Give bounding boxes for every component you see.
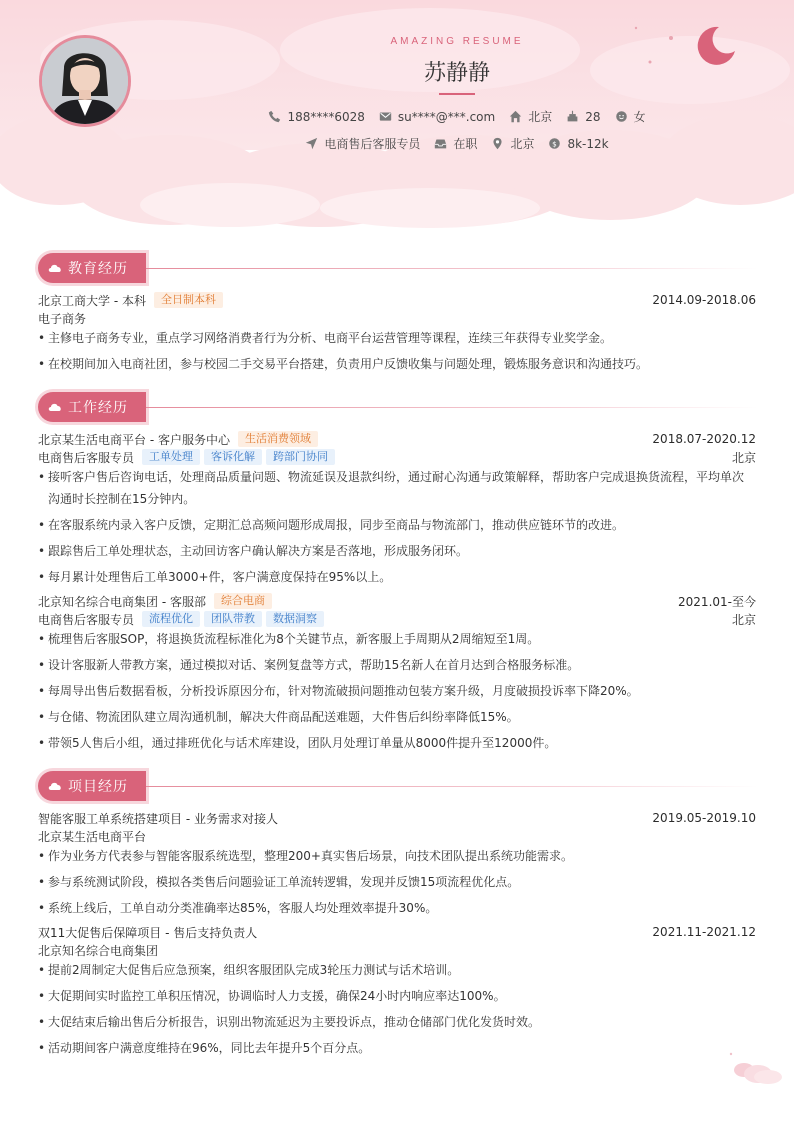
cloud-icon [48, 781, 62, 791]
job-bullet: • 在客服系统内录入客户反馈，定期汇总高频问题形成周报，同步至商品与物流部门，推动供应链环节的改进。 [38, 514, 756, 536]
send-icon [305, 137, 318, 150]
job-bullet: • 设计客服新人带教方案，通过模拟对话、案例复盘等方式，帮助15名新人在首月达到合格服务标准。 [38, 654, 756, 676]
cake-icon [566, 110, 579, 123]
project-bullet: • 大促结束后输出售后分析报告，识别出物流延迟为主要投诉点，推动仓储部门优化发货时效。 [38, 1011, 756, 1033]
target-city-text: 北京 [510, 137, 535, 151]
education-bullet: • 在校期间加入电商社团，参与校园二手交易平台搭建，负责用户反馈收集与问题处理，锻炼服务意识和沟通技巧。 [38, 353, 756, 375]
education-entry-header [38, 291, 756, 309]
section-title: 教育经历 [68, 261, 128, 277]
project-org-row [38, 941, 756, 959]
job-bullet: • 跟踪售后工单处理状态，主动回访客户确认解决方案是否落地，形成服务闭环。 [38, 540, 756, 562]
project-org-row [38, 827, 756, 845]
education-section-pill [38, 253, 146, 283]
info-gender [615, 108, 646, 125]
cloud-icon [48, 402, 62, 412]
info-salary [548, 135, 608, 152]
info-target-position [305, 135, 420, 152]
skill-tag: 数据洞察 [266, 611, 324, 627]
project-date: 2019.05-2019.10 [652, 811, 756, 825]
skill-tag: 工单处理 [142, 449, 200, 465]
info-phone [268, 108, 364, 125]
job-bullet: • 接听客户售后咨询电话，处理商品质量问题、物流延误及退款纠纷，通过耐心沟通与政策解释，帮助客户完成退换货流程，平均单次 [38, 466, 756, 488]
job-bullet-continuation: 沟通时长控制在15分钟内。 [48, 492, 196, 506]
decorative-cloud-icon [728, 1052, 784, 1086]
job-header [38, 592, 756, 610]
job-header [38, 430, 756, 448]
mail-icon [379, 110, 392, 123]
project-bullet: • 提前2周制定大促售后应急预案，组织客服团队完成3轮压力测试与话术培训。 [38, 959, 756, 981]
job-date: 2018.07-2020.12 [652, 432, 756, 446]
job-bullet: • 每月累计处理售后工单3000+件，客户满意度保持在95%以上。 [38, 566, 756, 588]
section-divider [146, 268, 758, 269]
project-bullet: • 大促期间实时监控工单积压情况，协调临时人力支援，确保24小时内响应率达100%。 [38, 985, 756, 1007]
education-date: 2014.09-2018.06 [652, 293, 756, 307]
project-section-pill [38, 771, 146, 801]
target-position-text: 电商售后客服专员 [324, 137, 421, 151]
basic-info-row [0, 108, 794, 125]
job-city: 北京 [731, 450, 756, 465]
home-icon [509, 110, 522, 123]
project-section-header [38, 771, 758, 801]
industry-tag: 综合电商 [214, 593, 272, 609]
job-bullet: • 与仓储、物流团队建立周沟通机制，解决大件商品配送难题，大件售后纠纷率降低15%。 [38, 706, 756, 728]
age-text: 28 [585, 109, 601, 124]
status-text: 在职 [453, 137, 478, 151]
education-section-header [38, 253, 758, 283]
candidate-name: 苏静静 [423, 61, 490, 86]
education-bullet: • 主修电子商务专业，重点学习网络消费者行为分析、电商平台运营管理等课程，连续三年获得专业奖学金。 [38, 327, 756, 349]
job-city: 北京 [731, 612, 756, 627]
money-icon [548, 137, 561, 150]
skill-tag: 跨部门协同 [266, 449, 335, 465]
salary-text: 8k-12k [567, 136, 609, 151]
smile-icon [615, 110, 628, 123]
job-date: 2021.01-至今 [678, 594, 756, 609]
info-target-city [491, 135, 534, 152]
info-status [434, 135, 477, 152]
email-text: su****@***.com [397, 109, 496, 124]
city-text: 北京 [528, 110, 553, 124]
resume-header [0, 0, 794, 235]
job-position-row [38, 610, 756, 628]
project-bullet: • 系统上线后，工单自动分类准确率达85%，客服人均处理效率提升30%。 [38, 897, 756, 919]
svg-text:$: $ [552, 139, 558, 149]
project-bullet: • 活动期间客户满意度维持在96%，同比去年提升5个百分点。 [38, 1037, 756, 1059]
name-underline [439, 93, 475, 95]
phone-icon [268, 110, 281, 123]
project-org: 北京知名综合电商集团 [38, 943, 159, 958]
phone-text: 188****6028 [287, 109, 365, 124]
position-name: 电商售后客服专员 [38, 450, 135, 465]
brand-tagline: AMAZING RESUME [390, 36, 524, 47]
company-name: 北京某生活电商平台 - 客户服务中心 [38, 432, 230, 447]
project-header [38, 809, 756, 827]
skill-tag: 客诉化解 [204, 449, 262, 465]
industry-tag: 生活消费领域 [238, 431, 318, 447]
section-divider [146, 786, 758, 787]
job-position-row [38, 448, 756, 466]
work-section-header [38, 392, 758, 422]
inbox-icon [434, 137, 447, 150]
job-intention-row [0, 135, 794, 152]
info-city [509, 108, 552, 125]
project-name: 双11大促售后保障项目 - 售后支持负责人 [38, 925, 258, 940]
project-bullet: • 参与系统测试阶段，模拟各类售后问题验证工单流转逻辑，发现并反馈15项流程优化点。 [38, 871, 756, 893]
job-bullet: • 每周导出售后数据看板，分析投诉原因分布，针对物流破损问题推动包装方案升级，月度破损投诉率下降20%。 [38, 680, 756, 702]
project-bullet: • 作为业务方代表参与智能客服系统选型，整理200+真实售后场景，向技术团队提出系统功能需求。 [38, 845, 756, 867]
gender-text: 女 [633, 110, 646, 124]
section-title: 项目经历 [68, 779, 128, 795]
company-name: 北京知名综合电商集团 - 客服部 [38, 594, 206, 609]
project-header [38, 923, 756, 941]
project-name: 智能客服工单系统搭建项目 - 业务需求对接人 [38, 811, 278, 826]
info-age [566, 108, 600, 125]
job-bullet: • 带领5人售后小组，通过排班优化与话术库建设，团队月处理订单量从8000件提升至12000件。 [38, 732, 756, 754]
degree-tag: 全日制本科 [154, 292, 223, 308]
education-major-row [38, 309, 756, 327]
school-name: 北京工商大学 - 本科 [38, 293, 146, 308]
work-section-pill [38, 392, 146, 422]
section-divider [146, 407, 758, 408]
project-date: 2021.11-2021.12 [652, 925, 756, 939]
cloud-icon [48, 263, 62, 273]
position-name: 电商售后客服专员 [38, 612, 135, 627]
section-title: 工作经历 [68, 400, 128, 416]
skill-tag: 团队带教 [204, 611, 262, 627]
major-name: 电子商务 [38, 311, 87, 326]
project-org: 北京某生活电商平台 [38, 829, 147, 844]
job-bullet: • 梳理售后客服SOP，将退换货流程标准化为8个关键节点，新客服上手周期从2周缩短至1周。 [38, 628, 756, 650]
info-email [379, 108, 495, 125]
location-pin-icon [491, 137, 504, 150]
skill-tag: 流程优化 [142, 611, 200, 627]
